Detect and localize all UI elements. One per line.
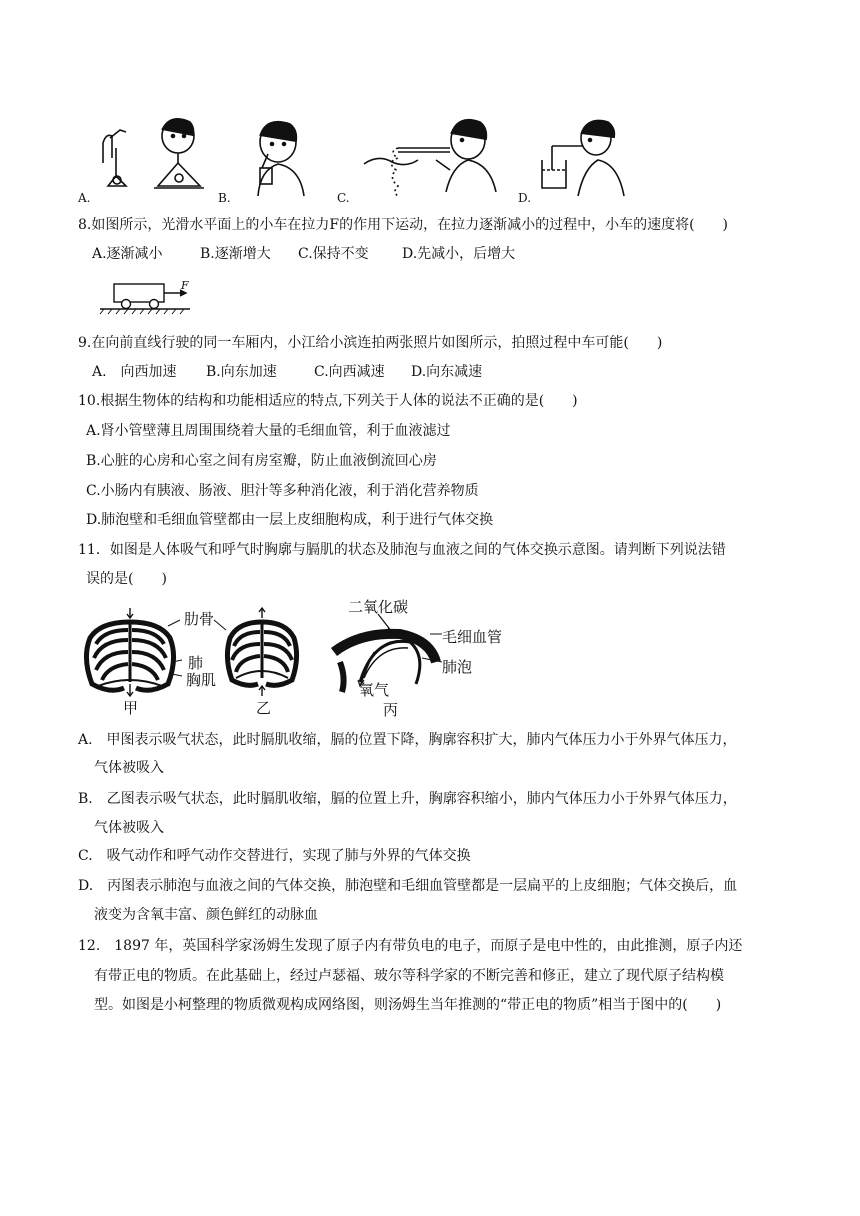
option-b-line-1: B. 乙图表示吸气状态，此时膈肌收缩，膈的位置上升，胸廓容积缩小，肺内气体压力小于外界气体压力， xyxy=(78,791,737,807)
boy-straw-beaker-illustration xyxy=(538,112,628,202)
diaphragm-label: 胸肌 xyxy=(186,671,217,689)
boy-drinking-cup-illustration xyxy=(238,112,318,202)
o2-label: 氧气 xyxy=(359,681,390,699)
rib-label: 肋骨 xyxy=(184,610,215,628)
option-c: C.向西减速 xyxy=(314,364,385,380)
question-10-stem: 10.根据生物体的结构和功能相适应的特点,下列关于人体的说法不正确的是( ) xyxy=(78,393,578,409)
option-label: B. xyxy=(218,191,231,205)
question-9-stem: 9.在向前直线行驶的同一车厢内，小江给小滨连拍两张照片如图所示，拍照过程中车可能( ) xyxy=(78,335,663,351)
option-c-line-1: C. 吸气动作和呼气动作交替进行，实现了肺与外界的气体交换 xyxy=(78,848,471,864)
question-12-line-2: 有带正电的物质。在此基础上，经过卢瑟福、玻尔等科学家的不断完善和修正，建立了现代原子结构模 xyxy=(94,968,724,984)
question-11-stem-line-2: 误的是( ) xyxy=(86,571,167,587)
force-label: F xyxy=(181,279,189,292)
cart-with-force-illustration xyxy=(100,278,210,314)
option-d: D.肺泡壁和毛细血管壁都由一层上皮细胞构成，利于进行气体交换 xyxy=(86,512,494,528)
option-a-line-2: 气体被吸入 xyxy=(94,760,164,776)
figure-jia-label: 甲 xyxy=(123,699,139,717)
option-d: D.先减小，后增大 xyxy=(402,246,516,262)
option-c: C.小肠内有胰液、肠液、胆汁等多种消化液，利于消化营养物质 xyxy=(86,483,479,499)
option-b-line-2: 气体被吸入 xyxy=(94,820,164,836)
option-label: A. xyxy=(78,191,91,205)
ribcage-inhale-illustration xyxy=(80,608,180,698)
option-d: D.向东减速 xyxy=(411,364,483,380)
option-label: D. xyxy=(518,191,532,205)
option-a-line-1: A. 甲图表示吸气状态，此时膈肌收缩，膈的位置下降，胸廓容积扩大，肺内气体压力小于外界气体压力， xyxy=(78,732,737,748)
blowing-funnel-ball-illustration xyxy=(98,108,208,198)
figure-yi-label: 乙 xyxy=(256,699,272,717)
question-8-stem: 8.如图所示，光滑水平面上的小车在拉力F的作用下运动，在拉力逐渐减小的过程中，小车的速度将( ) xyxy=(78,217,728,233)
option-b: B.逐渐增大 xyxy=(200,246,271,262)
option-d-line-2: 液变为含氧丰富、颜色鲜红的动脉血 xyxy=(94,907,318,923)
alveolus-label: 肺泡 xyxy=(442,658,473,676)
figure-bing-label: 丙 xyxy=(383,701,399,719)
question-11-stem-line-1: 11．如图是人体吸气和呼气时胸廓与膈肌的状态及肺泡与血液之间的气体交换示意图。请判断下列说法错 xyxy=(78,542,726,558)
option-a: A.肾小管壁薄且周围围绕着大量的毛细血管，利于血液滤过 xyxy=(86,423,451,439)
boy-blowing-paper-strips-illustration xyxy=(358,108,498,198)
question-12-line-3: 型。如图是小柯整理的物质微观构成网络图，则汤姆生当年推测的“带正电的物质”相当于图中的( ) xyxy=(94,997,722,1013)
option-b: B.心脏的心房和心室之间有房室瓣，防止血液倒流回心房 xyxy=(86,453,437,469)
option-b: B.向东加速 xyxy=(206,364,277,380)
co2-label: 二氧化碳 xyxy=(348,598,409,616)
capillary-label: 毛细血管 xyxy=(442,628,503,646)
option-d-line-1: D. 丙图表示肺泡与血液之间的气体交换，肺泡壁和毛细血管壁都是一层扁平的上皮细胞；气体交换后，血 xyxy=(78,878,738,894)
option-c: C.保持不变 xyxy=(298,246,369,262)
lung-label: 肺 xyxy=(188,654,204,672)
option-a: A. 向西加速 xyxy=(92,364,177,380)
option-label: C. xyxy=(337,191,350,205)
question-12-line-1: 12. 1897 年，英国科学家汤姆生发现了原子内有带负电的电子，而原子是电中性的，由此推测，原子内还 xyxy=(78,938,743,954)
ribcage-exhale-illustration xyxy=(222,606,302,696)
option-a: A.逐渐减小 xyxy=(92,246,163,262)
